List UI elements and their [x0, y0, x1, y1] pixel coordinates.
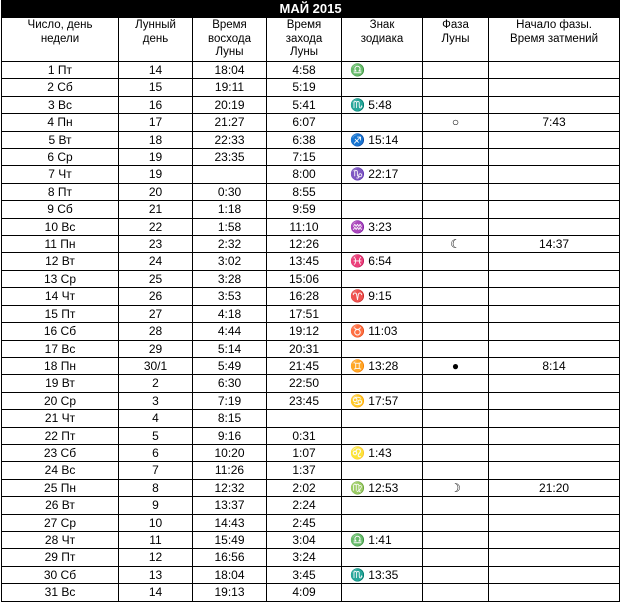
- moonrise-cell: 5:49: [193, 357, 267, 374]
- moonrise-cell: 14:43: [193, 514, 267, 531]
- moonset-cell: 4:58: [267, 62, 342, 79]
- moon-phase-icon: [423, 253, 489, 270]
- table-row: [2, 462, 620, 479]
- table-row: [2, 584, 620, 601]
- zodiac-cell: [342, 201, 423, 218]
- header-zodiac: Знак зодиака: [342, 18, 423, 62]
- phase-start-cell: [489, 392, 620, 409]
- moonrise-cell: 5:14: [193, 340, 267, 357]
- phase-start-cell: [489, 427, 620, 444]
- zodiac-cell: [342, 497, 423, 514]
- moonset-cell: 2:45: [267, 514, 342, 531]
- phase-start-cell: [489, 62, 620, 79]
- moonrise-cell: 2:32: [193, 236, 267, 253]
- moonrise-cell: 19:13: [193, 584, 267, 601]
- moonset-cell: 21:45: [267, 357, 342, 374]
- moon-phase-icon: [423, 514, 489, 531]
- phase-start-cell: [489, 549, 620, 566]
- moonset-cell: 11:10: [267, 218, 342, 235]
- moonrise-cell: 8:15: [193, 410, 267, 427]
- lunar-day-cell: 18: [119, 131, 193, 148]
- lunar-day-cell: 27: [119, 305, 193, 322]
- lunar-day-cell: 15: [119, 79, 193, 96]
- day-cell: 16 Сб: [2, 323, 119, 340]
- header-row: [2, 18, 620, 62]
- moonrise-cell: 22:33: [193, 131, 267, 148]
- phase-start-cell: [489, 96, 620, 113]
- moonset-cell: 23:45: [267, 392, 342, 409]
- day-cell: 11 Пн: [2, 236, 119, 253]
- moonrise-cell: 18:04: [193, 62, 267, 79]
- zodiac-cell: ♈ 9:15: [342, 288, 423, 305]
- table-row: [2, 444, 620, 461]
- table-row: [2, 253, 620, 270]
- moon-phase-icon: [423, 549, 489, 566]
- table-row: [2, 166, 620, 183]
- phase-start-cell: 21:20: [489, 479, 620, 496]
- moonset-cell: 6:38: [267, 131, 342, 148]
- lunar-day-cell: 19: [119, 166, 193, 183]
- lunar-day-cell: 29: [119, 340, 193, 357]
- lunar-day-cell: 3: [119, 392, 193, 409]
- moon-phase-icon: ●: [423, 357, 489, 374]
- moonset-cell: 3:04: [267, 531, 342, 548]
- phase-start-cell: [489, 218, 620, 235]
- table-row: [2, 183, 620, 200]
- moonrise-cell: 6:30: [193, 375, 267, 392]
- zodiac-cell: ♒ 3:23: [342, 218, 423, 235]
- moonrise-cell: 0:30: [193, 183, 267, 200]
- moonset-cell: 0:31: [267, 427, 342, 444]
- day-cell: 4 Пн: [2, 114, 119, 131]
- table-row: [2, 514, 620, 531]
- zodiac-cell: ♌ 1:43: [342, 444, 423, 461]
- moonrise-cell: 16:56: [193, 549, 267, 566]
- day-cell: 6 Ср: [2, 149, 119, 166]
- day-cell: 31 Вс: [2, 584, 119, 601]
- day-cell: 28 Чт: [2, 531, 119, 548]
- day-cell: 29 Пт: [2, 549, 119, 566]
- day-cell: 26 Вт: [2, 497, 119, 514]
- header-moonrise: Время восхода Луны: [193, 18, 267, 62]
- phase-start-cell: [489, 131, 620, 148]
- table-row: [2, 288, 620, 305]
- zodiac-cell: ♊ 13:28: [342, 357, 423, 374]
- day-cell: 27 Ср: [2, 514, 119, 531]
- table-row: [2, 375, 620, 392]
- zodiac-cell: [342, 305, 423, 322]
- moon-phase-icon: [423, 323, 489, 340]
- table-row: [2, 62, 620, 79]
- moonset-cell: [267, 410, 342, 427]
- moonrise-cell: 3:28: [193, 270, 267, 287]
- moonrise-cell: [193, 166, 267, 183]
- moonset-cell: 20:31: [267, 340, 342, 357]
- moon-phase-icon: [423, 131, 489, 148]
- moonset-cell: 1:07: [267, 444, 342, 461]
- header-day: Число, день недели: [2, 18, 119, 62]
- moon-phase-icon: ☽: [423, 479, 489, 496]
- moonset-cell: 6:07: [267, 114, 342, 131]
- lunar-day-cell: 11: [119, 531, 193, 548]
- zodiac-cell: ♏ 13:35: [342, 566, 423, 583]
- day-cell: 2 Сб: [2, 79, 119, 96]
- moonrise-cell: 20:19: [193, 96, 267, 113]
- moon-phase-icon: [423, 201, 489, 218]
- moonset-cell: 13:45: [267, 253, 342, 270]
- zodiac-cell: [342, 340, 423, 357]
- moon-phase-icon: [423, 183, 489, 200]
- moonset-cell: 12:26: [267, 236, 342, 253]
- moon-phase-icon: [423, 79, 489, 96]
- moonrise-cell: 19:11: [193, 79, 267, 96]
- zodiac-cell: [342, 79, 423, 96]
- phase-start-cell: [489, 410, 620, 427]
- zodiac-cell: ♍ 12:53: [342, 479, 423, 496]
- table-row: [2, 131, 620, 148]
- phase-start-cell: [489, 497, 620, 514]
- table-row: [2, 149, 620, 166]
- moonrise-cell: 3:02: [193, 253, 267, 270]
- moon-phase-icon: [423, 566, 489, 583]
- lunar-day-cell: 26: [119, 288, 193, 305]
- moon-phase-icon: [423, 149, 489, 166]
- zodiac-cell: [342, 114, 423, 131]
- moon-phase-icon: [423, 444, 489, 461]
- moonset-cell: 9:59: [267, 201, 342, 218]
- moonset-cell: 5:19: [267, 79, 342, 96]
- zodiac-cell: ♐ 15:14: [342, 131, 423, 148]
- zodiac-cell: [342, 549, 423, 566]
- moonrise-cell: 4:18: [193, 305, 267, 322]
- phase-start-cell: [489, 444, 620, 461]
- phase-start-cell: [489, 584, 620, 601]
- zodiac-cell: ♋ 17:57: [342, 392, 423, 409]
- day-cell: 13 Ср: [2, 270, 119, 287]
- table-row: [2, 410, 620, 427]
- moonset-cell: 3:45: [267, 566, 342, 583]
- header-lunar-day: Лунный день: [119, 18, 193, 62]
- day-cell: 8 Пт: [2, 183, 119, 200]
- lunar-day-cell: 25: [119, 270, 193, 287]
- moonrise-cell: 18:04: [193, 566, 267, 583]
- lunar-day-cell: 8: [119, 479, 193, 496]
- moon-phase-icon: [423, 218, 489, 235]
- moon-phase-icon: ○: [423, 114, 489, 131]
- moon-phase-icon: [423, 531, 489, 548]
- moonset-cell: 2:24: [267, 497, 342, 514]
- zodiac-cell: [342, 149, 423, 166]
- lunar-day-cell: 13: [119, 566, 193, 583]
- phase-start-cell: 14:37: [489, 236, 620, 253]
- table-row: [2, 479, 620, 496]
- phase-start-cell: [489, 79, 620, 96]
- header-moon-phase: Фаза Луны: [423, 18, 489, 62]
- zodiac-cell: [342, 183, 423, 200]
- moon-phase-icon: [423, 584, 489, 601]
- moon-phase-icon: [423, 62, 489, 79]
- moon-phase-icon: ☾: [423, 236, 489, 253]
- lunar-day-cell: 19: [119, 149, 193, 166]
- lunar-day-cell: 6: [119, 444, 193, 461]
- day-cell: 15 Пт: [2, 305, 119, 322]
- moonset-cell: 16:28: [267, 288, 342, 305]
- phase-start-cell: [489, 149, 620, 166]
- table-row: [2, 79, 620, 96]
- table-row: [2, 392, 620, 409]
- lunar-day-cell: 21: [119, 201, 193, 218]
- lunar-day-cell: 16: [119, 96, 193, 113]
- table-row: [2, 236, 620, 253]
- moon-phase-icon: [423, 96, 489, 113]
- lunar-day-cell: 24: [119, 253, 193, 270]
- day-cell: 5 Вт: [2, 131, 119, 148]
- table-row: [2, 201, 620, 218]
- lunar-day-cell: 23: [119, 236, 193, 253]
- lunar-day-cell: 17: [119, 114, 193, 131]
- phase-start-cell: [489, 375, 620, 392]
- moonrise-cell: 1:18: [193, 201, 267, 218]
- day-cell: 7 Чт: [2, 166, 119, 183]
- phase-start-cell: [489, 201, 620, 218]
- moon-phase-icon: [423, 410, 489, 427]
- lunar-day-cell: 14: [119, 584, 193, 601]
- phase-start-cell: [489, 566, 620, 583]
- moon-phase-icon: [423, 375, 489, 392]
- day-cell: 18 Пн: [2, 357, 119, 374]
- lunar-day-cell: 14: [119, 62, 193, 79]
- moonset-cell: 8:00: [267, 166, 342, 183]
- moonset-cell: 1:37: [267, 462, 342, 479]
- table-row: [2, 218, 620, 235]
- header-phase-start: Начало фазы. Время затмений: [489, 18, 620, 62]
- phase-start-cell: [489, 323, 620, 340]
- moon-phase-icon: [423, 270, 489, 287]
- table-row: [2, 566, 620, 583]
- moonset-cell: 2:02: [267, 479, 342, 496]
- table-row: [2, 323, 620, 340]
- moon-phase-icon: [423, 392, 489, 409]
- moonrise-cell: 4:44: [193, 323, 267, 340]
- phase-start-cell: 8:14: [489, 357, 620, 374]
- lunar-day-cell: 4: [119, 410, 193, 427]
- phase-start-cell: [489, 288, 620, 305]
- zodiac-cell: [342, 410, 423, 427]
- moon-phase-icon: [423, 462, 489, 479]
- day-cell: 14 Чт: [2, 288, 119, 305]
- table-title: МАЙ 2015: [2, 1, 620, 18]
- day-cell: 24 Вс: [2, 462, 119, 479]
- phase-start-cell: [489, 305, 620, 322]
- moonset-cell: 15:06: [267, 270, 342, 287]
- zodiac-cell: ♎: [342, 62, 423, 79]
- lunar-day-cell: 22: [119, 218, 193, 235]
- day-cell: 19 Вт: [2, 375, 119, 392]
- zodiac-cell: [342, 584, 423, 601]
- phase-start-cell: [489, 462, 620, 479]
- zodiac-cell: ♑ 22:17: [342, 166, 423, 183]
- moon-phase-icon: [423, 427, 489, 444]
- day-cell: 9 Сб: [2, 201, 119, 218]
- day-cell: 1 Пт: [2, 62, 119, 79]
- phase-start-cell: [489, 531, 620, 548]
- lunar-day-cell: 28: [119, 323, 193, 340]
- phase-start-cell: [489, 253, 620, 270]
- day-cell: 25 Пн: [2, 479, 119, 496]
- day-cell: 12 Вт: [2, 253, 119, 270]
- moonrise-cell: 11:26: [193, 462, 267, 479]
- moonset-cell: 8:55: [267, 183, 342, 200]
- lunar-day-cell: 10: [119, 514, 193, 531]
- moonrise-cell: 12:32: [193, 479, 267, 496]
- table-row: [2, 357, 620, 374]
- lunar-calendar-table: [1, 0, 620, 602]
- moonset-cell: 4:09: [267, 584, 342, 601]
- phase-start-cell: [489, 514, 620, 531]
- day-cell: 23 Сб: [2, 444, 119, 461]
- moonrise-cell: 9:16: [193, 427, 267, 444]
- zodiac-cell: ♓ 6:54: [342, 253, 423, 270]
- phase-start-cell: [489, 183, 620, 200]
- zodiac-cell: ♉ 11:03: [342, 323, 423, 340]
- table-row: [2, 96, 620, 113]
- moon-phase-icon: [423, 305, 489, 322]
- table-row: [2, 427, 620, 444]
- moon-phase-icon: [423, 497, 489, 514]
- moonset-cell: 19:12: [267, 323, 342, 340]
- lunar-day-cell: 12: [119, 549, 193, 566]
- day-cell: 20 Ср: [2, 392, 119, 409]
- table-row: [2, 114, 620, 131]
- moonset-cell: 3:24: [267, 549, 342, 566]
- phase-start-cell: [489, 340, 620, 357]
- moonrise-cell: 15:49: [193, 531, 267, 548]
- table-row: [2, 549, 620, 566]
- zodiac-cell: [342, 236, 423, 253]
- lunar-day-cell: 2: [119, 375, 193, 392]
- table-row: [2, 305, 620, 322]
- moonset-cell: 22:50: [267, 375, 342, 392]
- moonset-cell: 5:41: [267, 96, 342, 113]
- lunar-day-cell: 7: [119, 462, 193, 479]
- phase-start-cell: [489, 270, 620, 287]
- lunar-day-cell: 20: [119, 183, 193, 200]
- lunar-day-cell: 30/1: [119, 357, 193, 374]
- moonset-cell: 7:15: [267, 149, 342, 166]
- day-cell: 3 Вс: [2, 96, 119, 113]
- table-row: [2, 531, 620, 548]
- moonrise-cell: 1:58: [193, 218, 267, 235]
- moon-phase-icon: [423, 288, 489, 305]
- moon-phase-icon: [423, 166, 489, 183]
- header-moonset: Время захода Луны: [267, 18, 342, 62]
- moon-phase-icon: [423, 340, 489, 357]
- day-cell: 30 Сб: [2, 566, 119, 583]
- day-cell: 22 Пт: [2, 427, 119, 444]
- moonrise-cell: 13:37: [193, 497, 267, 514]
- zodiac-cell: [342, 270, 423, 287]
- moonrise-cell: 7:19: [193, 392, 267, 409]
- table-row: [2, 497, 620, 514]
- phase-start-cell: [489, 166, 620, 183]
- moonrise-cell: 23:35: [193, 149, 267, 166]
- day-cell: 10 Вс: [2, 218, 119, 235]
- phase-start-cell: 7:43: [489, 114, 620, 131]
- moonrise-cell: 21:27: [193, 114, 267, 131]
- moonrise-cell: 3:53: [193, 288, 267, 305]
- lunar-day-cell: 9: [119, 497, 193, 514]
- day-cell: 17 Вс: [2, 340, 119, 357]
- zodiac-cell: [342, 514, 423, 531]
- table-row: [2, 270, 620, 287]
- moonrise-cell: 10:20: [193, 444, 267, 461]
- zodiac-cell: ♏ 5:48: [342, 96, 423, 113]
- zodiac-cell: [342, 462, 423, 479]
- zodiac-cell: [342, 375, 423, 392]
- zodiac-cell: ♎ 1:41: [342, 531, 423, 548]
- day-cell: 21 Чт: [2, 410, 119, 427]
- lunar-day-cell: 5: [119, 427, 193, 444]
- table-row: [2, 340, 620, 357]
- moonset-cell: 17:51: [267, 305, 342, 322]
- zodiac-cell: [342, 427, 423, 444]
